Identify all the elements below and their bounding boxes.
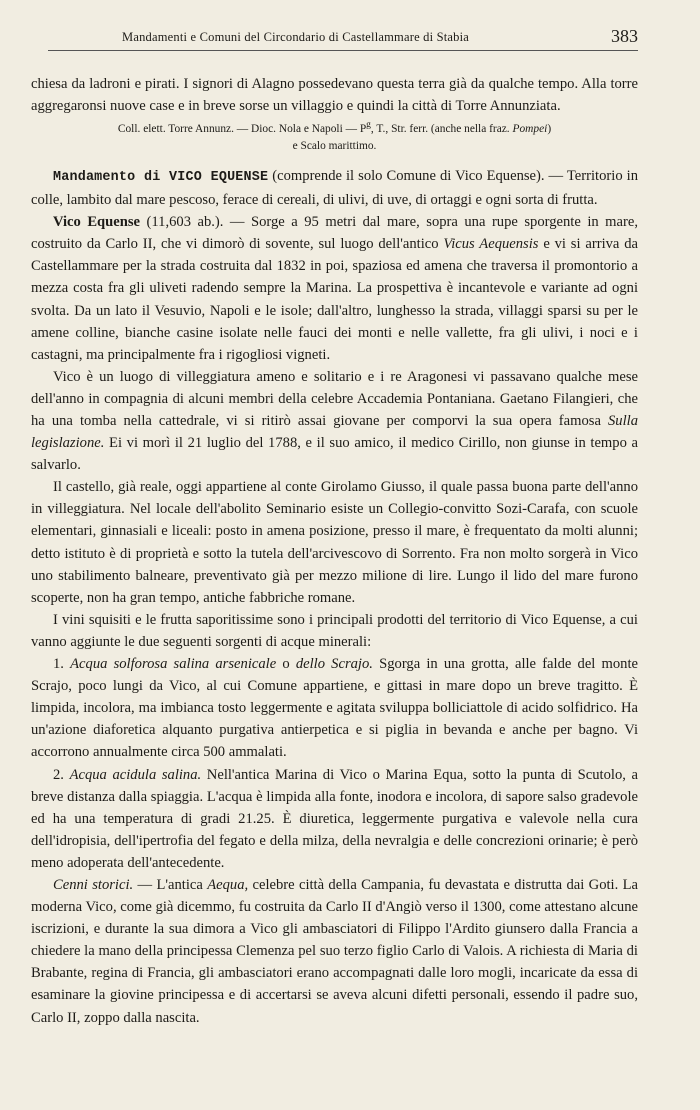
acqua-1-mid: o (276, 656, 296, 673)
page-number: 383 (611, 26, 638, 46)
castello-paragraph: Il castello, già reale, oggi appartiene al conte Girolamo Giusso, il quale passa buona parte dell'anno in villeggiatura. Nel locale dell'abolito Seminario esiste un Collegio-convitto Sozi-Carafa, con scuole elementari, ginnasiali e liceali: posto in amena posizione, presso il mare, è frequentato da molti alunni; detto istituto è di proprietà e sotto la tutela dell'arcivescovo di Sorrento. Fra non molto sorgerà in Vico uno stabilimento balneare, preventivato già per mezzo milione di lire. Lungo il lido del mare furono scoperte, non ha gran tempo, antiche fabbriche romane. (31, 479, 638, 606)
paragraph-torre: chiesa da ladroni e pirati. I signori di Alagno possedevano questa terra già da qualche tempo. Alla torre aggregaronsi nuove case e in breve sorse un villaggio e quindi la città di Torre Annunziata. (31, 76, 638, 115)
section-gap (31, 155, 638, 165)
cenni-text-b: celebre città della Campania, fu devastata e distrutta dai Goti. La moderna Vico, come già dicemmo, fu costruita da Carlo II d'Angiò verso il 1300, come attestano alcune iscrizioni, e durante la sua dimora a Vico gli ambasciatori di Filippo l'Ardito giunsero dalla Francia a chiedere la mano della principessa Clemenza pel suo terzo figlio Carlo di Valois. A richiesta di Maria di Brabante, regina di Francia, gli ambasciatori erano accompagnati dalle loro mogli, incaricate da essa di esaminare la giovine principessa e di accertarsi se aveva alcuni difetti personali, essendo il padre suo, Carlo II, zoppo dalla nascita. (31, 876, 638, 1026)
acqua-1-paragraph (31, 653, 638, 763)
cenni-heading: Cenni storici. (53, 876, 134, 893)
acqua-2-name: Acqua acidula salina. (69, 766, 202, 783)
vico-heading: Vico Equense (53, 214, 141, 231)
acqua-2-text: Nell'antica Marina di Vico o Marina Equa, sotto la punta di Scutolo, a breve distanza dalla spiaggia. L'acqua è limpida alla fonte, inodora e incolora, di sapore salso gradevole ed ha una temperatura di gradi 21.25. È diuretica, leggermente purgativa e valevole nella cura dell'idropisia, dell'ipertrofia del fegato e della milza, della nevralgia e delle concrezioni orinarie; è però meno adoperata dell'antecedente. (31, 766, 638, 871)
mandamento-paragraph (31, 165, 638, 211)
note-main: Coll. elett. Torre Annunz. — Dioc. Nola e Napoli — P (117, 122, 367, 135)
villeggiatura-paragraph (31, 366, 638, 476)
acqua-2-number: 2. (53, 766, 70, 783)
acqua-1-name: Acqua solforosa salina arsenicale (70, 656, 277, 673)
electoral-note (31, 117, 638, 155)
acqua-1-alt-name: dello Scrajo. (295, 656, 373, 673)
vico-paragraph (31, 211, 638, 366)
luogo-text-a: Vico è un luogo di villeggiatura ameno e solitario e i re Aragonesi vi passavano qualche mese dell'anno in compagnia di alcuni membri della celebre Accademia Pontaniana. Gaetano Filangieri, che ha una tomba nella cattedrale, vi si ritirò assai giovane per comporvi la sua opera famosa (31, 368, 638, 430)
note-end: ) (547, 122, 552, 135)
mandamento-heading: Mandamento di VICO EQUENSE (53, 169, 269, 185)
note-mid: , T., Str. ferr. (anche nella fraz. (370, 122, 513, 135)
note-sup: g (366, 120, 371, 131)
mandamento-text: (comprende il solo Comune di Vico Equense). — Territorio in colle, lambito dal mare pescoso, ferace di cereali, di ulivi, di uve, di ortaggi e ogni sorta di frutta. (31, 167, 638, 209)
cenni-aequa: Aequa, (207, 876, 249, 893)
luogo-text-b: Ei vi morì il 21 luglio del 1788, e il suo amico, il medico Cirillo, non giunse in tempo a salvarlo. (31, 435, 638, 474)
vico-text-b: e vi si arriva da Castellammare per la strada costruita dal 1832 in poi, spaziosa ed amena che traversa il promontorio a mezza costa fra gli uliveti radendo sempre la Marina. La prospettiva è incantevole e variante ad ogni svolta. Da un lato il Vesuvio, Napoli e le isole; dall'altro, lunghesso la strada, villaggi sparsi su per le amene colline, bianche casine isolate nelle fauci dei monti e nelle vallette, fra gli ulivi, i noci e i castagni, ma principalmente fra i rigogliosi vigneti. (31, 236, 639, 363)
acqua-1-text: Sgorga in una grotta, alle falde del monte Scrajo, poco lungi da Vico, al cui Comune appartiene, e gittasi in mare dopo un breve tragitto. È limpida, incolora, ma imbianca tosto leggermente e agitata sviluppa bolliciattole di acido solfidrico. Ha un'azione diaforetica alquanto purgativa antierpetica e si piglia in bevanda e anche per bagno. Vi accorrono annualmente circa 500 ammalati. (31, 656, 639, 761)
vico-text-a: (11,603 ab.). — Sorge a 95 metri dal mare, sopra una rupe sporgente in mare, costruito da Carlo II, che vi dimorò di sovente, sul luogo dell'antico (31, 214, 638, 253)
page-header (48, 26, 638, 51)
page-body (31, 73, 638, 1029)
acqua-2-paragraph (31, 764, 638, 874)
note-pompei: Pompei (512, 122, 548, 135)
running-head: Mandamenti e Comuni del Circondario di Castellammare di Stabia (122, 30, 470, 44)
vico-latin-name: Vicus Aequensis (443, 236, 539, 253)
cenni-text-a: — L'antica (133, 876, 208, 893)
vini-paragraph: I vini squisiti e le frutta saporitissime sono i principali prodotti del territorio di Vico Equense, a cui vanno aggiunte le due seguenti sorgenti di acque minerali: (31, 611, 638, 650)
luogo-book-title: Sulla legislazione. (31, 413, 638, 452)
note-line2: e Scalo marittimo. (292, 139, 377, 152)
cenni-storici-paragraph (31, 874, 638, 1029)
acqua-1-number: 1. (53, 656, 71, 673)
